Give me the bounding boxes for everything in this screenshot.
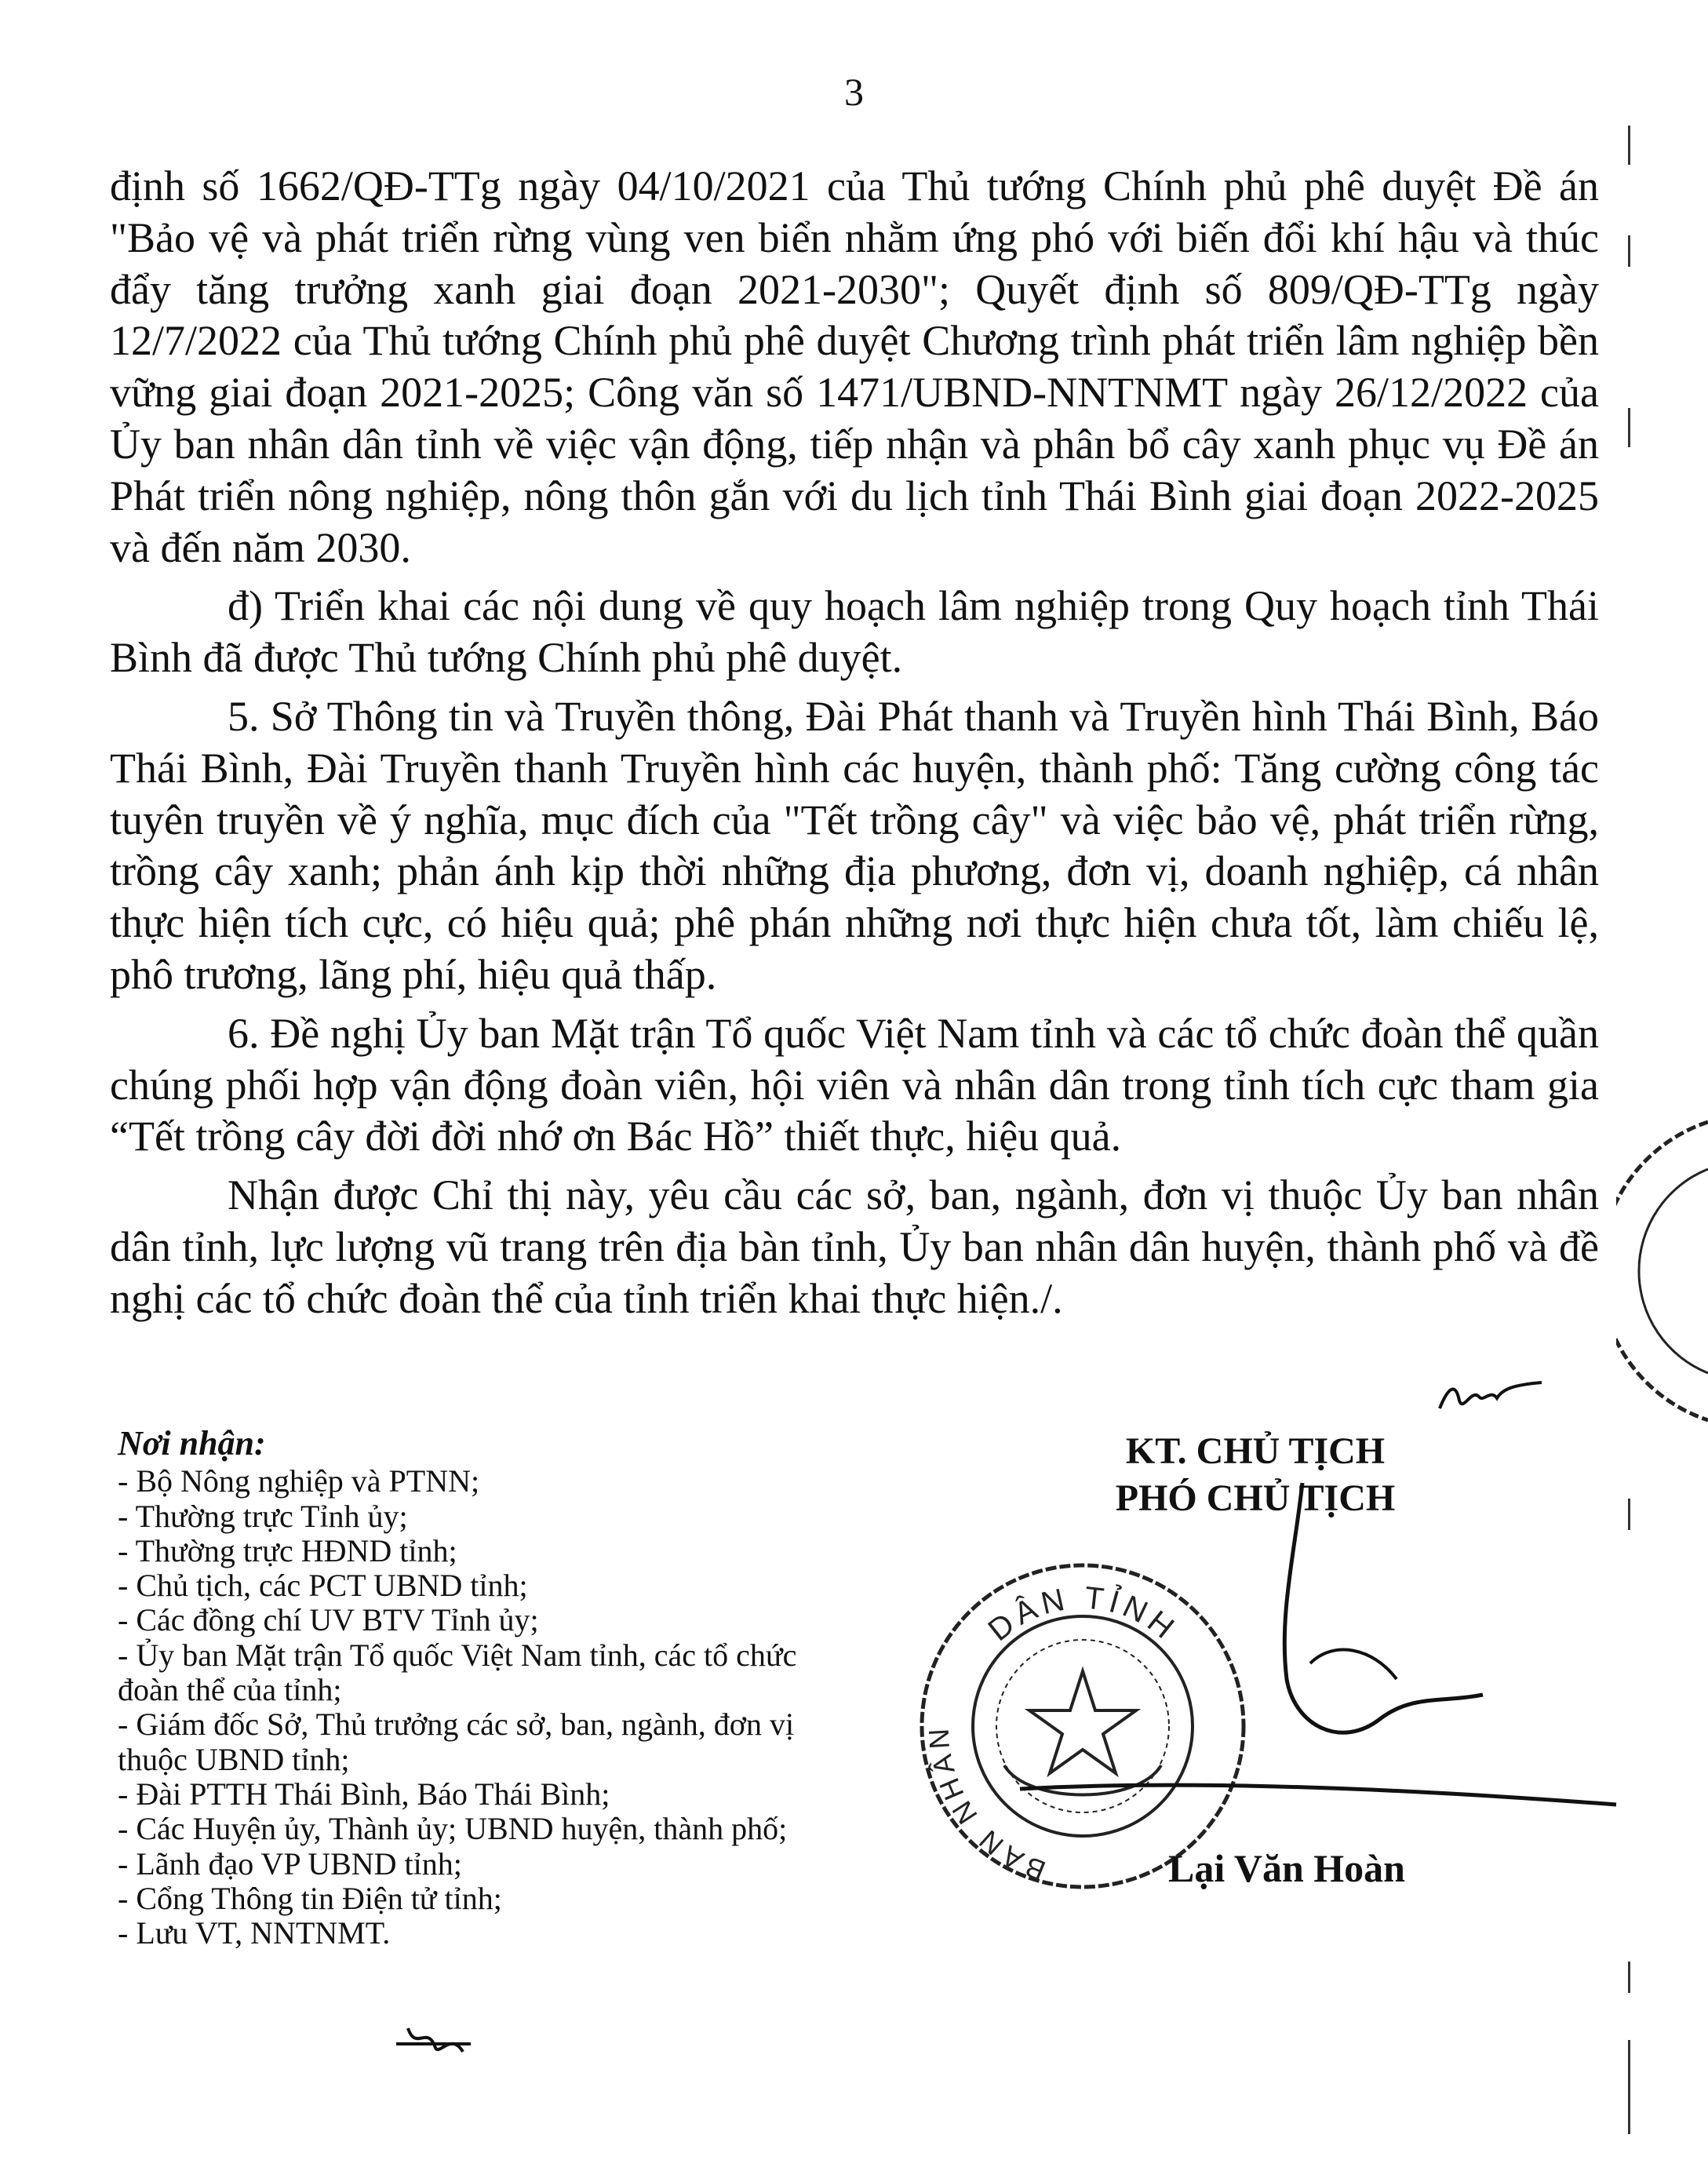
paragraph-continuation: định số 1662/QĐ-TTg ngày 04/10/2021 của Thủ tướng Chính phủ phê duyệt Đề án "Bảo vệ và phát triển rừng vùng ven biển nhằm ứng phó với biến đổi khí hậu và thúc đẩy tăng trưởng xanh giai đoạn 2021-2030"; Quyết định số 809/QĐ-TTg ngày 12/7/2022 của Thủ tướng Chính phủ phê duyệt Chương trình phát triển lâm nghiệp bền vững giai đoạn 2021-2025; Công văn số 1471/UBND-NNTNMT ngày 26/12/2022 của Ủy ban nhân dân tỉnh về việc vận động, tiếp nhận và phân bổ cây xanh phục vụ Đề án Phát triển nông nghiệp, nông thôn gắn với du lịch tỉnh Thái Bình giai đoạn 2022-2025 và đến năm 2030. xyxy=(110,162,1599,571)
recipient-item: - Giám đốc Sở, Thủ trưởng các sở, ban, ngành, đơn vị thuộc UBND tỉnh; xyxy=(118,1707,795,1777)
paragraph-closing: Nhận được Chỉ thị này, yêu cầu các sở, ban, ngành, đơn vị thuộc Ủy ban nhân dân tỉnh, lực lượng vũ trang trên địa bàn tỉnh, Ủy ban nhân dân huyện, thành phố và đề nghị các tổ chức đoàn thể của tỉnh triển khai thực hiện./. xyxy=(110,1171,1599,1322)
document-body xyxy=(110,161,1599,1332)
recipient-item: - Đài PTTH Thái Bình, Báo Thái Bình; xyxy=(118,1776,610,1812)
recipients-list xyxy=(118,1464,863,1951)
signer-name: Lại Văn Hoàn xyxy=(1168,1846,1405,1890)
recipients-block xyxy=(118,1426,863,1951)
seal-text-left: BAN NHÂN xyxy=(922,1723,1051,1888)
paragraph-item-5: 5. Sở Thông tin và Truyền thông, Đài Phát thanh và Truyền hình Thái Bình, Báo Thái Bình, Đài Truyền thanh Truyền hình các huyện, thành phố: Tăng cường công tác tuyên truyền về ý nghĩa, mục đích của "Tết trồng cây" và việc bảo vệ, phát triển rừng, trồng cây xanh; phản ánh kịp thời những địa phương, đơn vị, doanh nghiệp, cá nhân thực hiện tích cực, có hiệu quả; phê phán những nơi thực hiện chưa tốt, làm chiếu lệ, phô trương, lãng phí, hiệu quả thấp. xyxy=(110,692,1599,998)
recipient-item: - Thường trực HĐND tỉnh; xyxy=(118,1532,457,1568)
recipient-item: - Lưu VT, NNTNMT. xyxy=(118,1915,391,1951)
recipient-item: - Thường trực Tỉnh ủy; xyxy=(118,1498,408,1534)
handwritten-initial-small xyxy=(392,2016,479,2064)
signature-title-line2: PHÓ CHỦ TỊCH xyxy=(1115,1477,1396,1519)
margin-mark xyxy=(1628,2040,1630,2134)
recipient-item: - Chủ tịch, các PCT UBND tỉnh; xyxy=(118,1568,528,1604)
margin-mark xyxy=(1628,235,1630,267)
recipients-title: Nơi nhận: xyxy=(118,1424,266,1463)
recipient-item: - Các Huyện ủy, Thành ủy; UBND huyện, thành phố; xyxy=(118,1811,788,1847)
paragraph-item-d: đ) Triển khai các nội dung về quy hoạch lâm nghiệp trong Quy hoạch tỉnh Thái Bình đã được Thủ tướng Chính phủ phê duyệt. xyxy=(110,582,1599,682)
handwritten-signature xyxy=(1004,1459,1632,1852)
seam-seal-partial xyxy=(1616,1106,1708,1436)
recipient-item: - Cổng Thông tin Điện tử tỉnh; xyxy=(118,1880,502,1916)
recipient-item: - Bộ Nông nghiệp và PTNN; xyxy=(118,1463,480,1499)
signature-title-line1: KT. CHỦ TỊCH xyxy=(1125,1430,1386,1472)
handwritten-initial-mark xyxy=(1436,1365,1546,1420)
margin-mark xyxy=(1628,126,1630,165)
margin-mark xyxy=(1628,408,1630,447)
recipient-item: - Ủy ban Mặt trận Tổ quốc Việt Nam tỉnh, các tổ chức đoàn thể của tỉnh; xyxy=(118,1637,797,1708)
margin-mark xyxy=(1628,1962,1630,1993)
paragraph-item-6: 6. Đề nghị Ủy ban Mặt trận Tổ quốc Việt Nam tỉnh và các tổ chức đoàn thể quần chúng phối hợp vận động đoàn viên, hội viên và nhân dân trong tỉnh tích cực tham gia “Tết trồng cây đời đời nhớ ơn Bác Hồ” thiết thực, hiệu quả. xyxy=(110,1009,1599,1160)
recipient-item: - Lãnh đạo VP UBND tỉnh; xyxy=(118,1845,462,1881)
margin-mark xyxy=(1628,1499,1630,1530)
seal-text-top: DÂN TỈNH xyxy=(981,1580,1185,1648)
page-number: 3 xyxy=(844,70,864,114)
recipient-item: - Các đồng chí UV BTV Tỉnh ủy; xyxy=(118,1602,539,1638)
